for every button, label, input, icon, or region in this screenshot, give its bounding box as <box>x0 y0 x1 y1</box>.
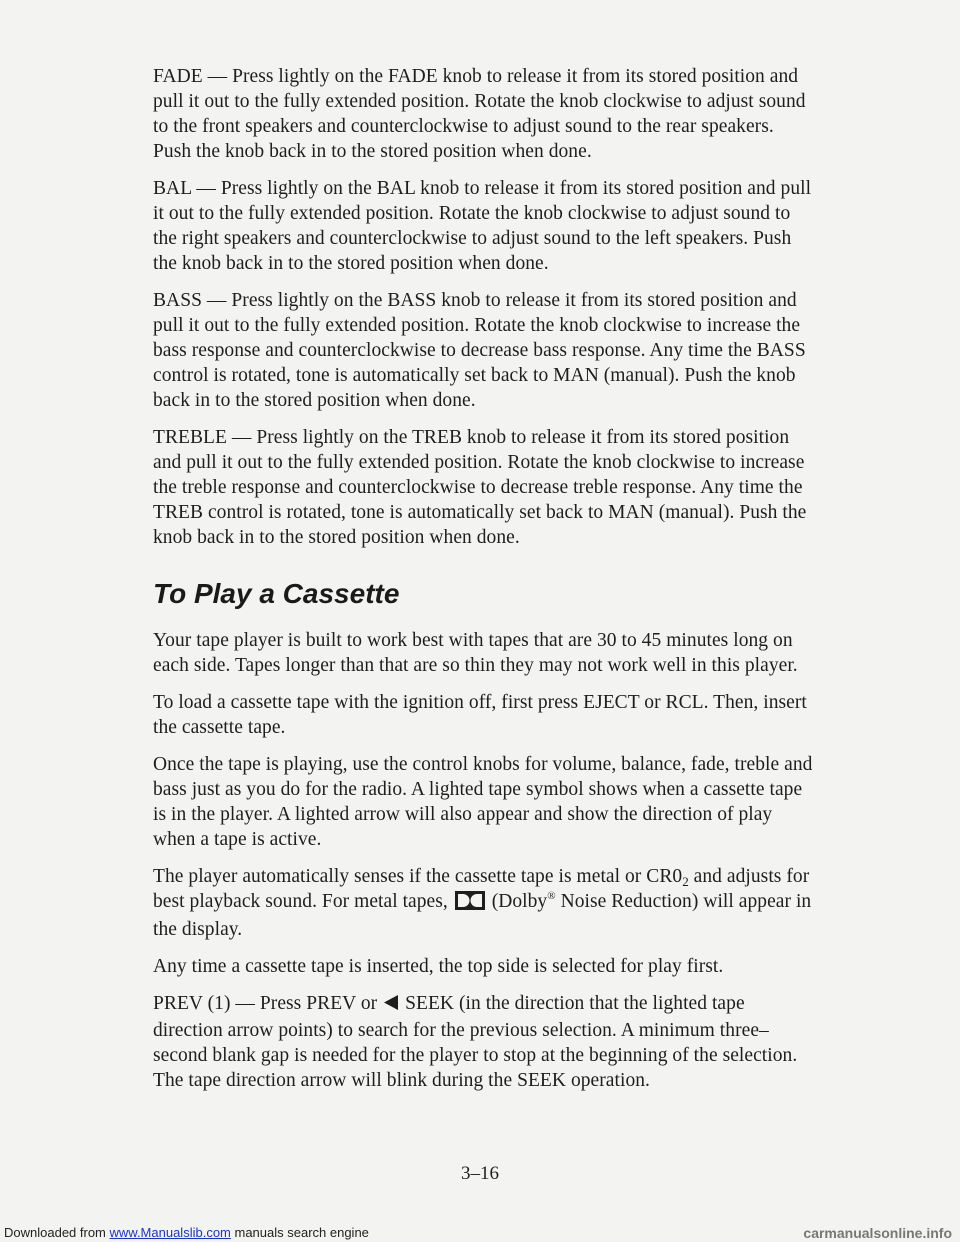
fade-paragraph: FADE — Press lightly on the FADE knob to release it from its stored position and pull it out to the fully extended position. Rotate the knob clockwise to adjust sound to the front speakers and counterclockwise to adjust sound to the rear speakers. Push the knob back in to the stored position when done. <box>153 66 806 162</box>
cassette-metal-paragraph <box>153 864 813 942</box>
bal-paragraph: BAL — Press lightly on the BAL knob to release it from its stored position and pull it out to the fully extended position. Rotate the knob clockwise to adjust sound to the right speakers and counterclockwise to adjust sound to the left speakers. Push the knob back in to the stored position when done. <box>153 178 812 274</box>
section-heading: To Play a Cassette <box>153 578 400 609</box>
cassette-tape-length-paragraph: Your tape player is built to work best with tapes that are 30 to 45 minutes long on each side. Tapes longer than that are so thin they may not work well in this player. <box>153 630 798 676</box>
dolby-double-d-icon <box>455 891 485 917</box>
metal-text-b: and adjusts for best playback sound. For metal tapes, <box>153 866 810 912</box>
cassette-playing-paragraph: Once the tape is playing, use the control knobs for volume, balance, fade, treble and bass just as you do for the radio. A lighted tape symbol shows when a cassette tape is in the player. A lighted arrow will also appear and show the direction of play when a tape is active. <box>153 754 813 850</box>
prev-text-a: PREV (1) — Press PREV or <box>153 993 378 1014</box>
footer-prefix: Downloaded from <box>4 1225 110 1240</box>
manualslib-link[interactable]: www.Manualslib.com <box>109 1225 231 1240</box>
metal-text-c: (Dolby <box>486 891 548 912</box>
left-triangle-arrow-icon <box>383 993 399 1018</box>
metal-text-d: Noise Reduction) will appear in the display. <box>153 891 812 940</box>
prev-paragraph <box>153 991 813 1093</box>
prev-text-b: SEEK (in the direction that the lighted tape direction arrow points) to search for the previous selection. A minimum three–second blank gap is needed for the player to stop at the beginning of the selection. The tape direction arrow will blink during the SEEK operation. <box>153 993 798 1091</box>
metal-text-a: The player automatically senses if the cassette tape is metal or CR0 <box>153 866 683 887</box>
cr02-subscript: 2 <box>682 874 689 889</box>
footer-suffix: manuals search engine <box>230 1225 369 1240</box>
page-number: 3–16 <box>461 1163 499 1184</box>
registered-mark: ® <box>547 890 556 902</box>
watermark-text: carmanualsonline.info <box>803 1225 952 1241</box>
footer-source <box>4 1224 369 1242</box>
cassette-load-paragraph: To load a cassette tape with the ignition off, first press EJECT or RCL. Then, insert the cassette tape. <box>153 692 807 738</box>
cassette-topside-paragraph: Any time a cassette tape is inserted, the top side is selected for play first. <box>153 956 724 977</box>
page-content <box>153 64 813 1105</box>
download-footer <box>0 1224 960 1242</box>
bass-paragraph: BASS — Press lightly on the BASS knob to release it from its stored position and pull it out to the fully extended position. Rotate the knob clockwise to increase the bass response and counterclockwise to decrease bass response. Any time the BASS control is rotated, tone is automatically set back to MAN (manual). Push the knob back in to the stored position when done. <box>153 290 806 411</box>
treble-paragraph: TREBLE — Press lightly on the TREB knob to release it from its stored position and pull it out to the fully extended position. Rotate the knob clockwise to increase the treble response and counterclockwise to decrease treble response. Any time the TREB control is rotated, tone is automatically set back to MAN (manual). Push the knob back in to the stored position when done. <box>153 427 807 548</box>
